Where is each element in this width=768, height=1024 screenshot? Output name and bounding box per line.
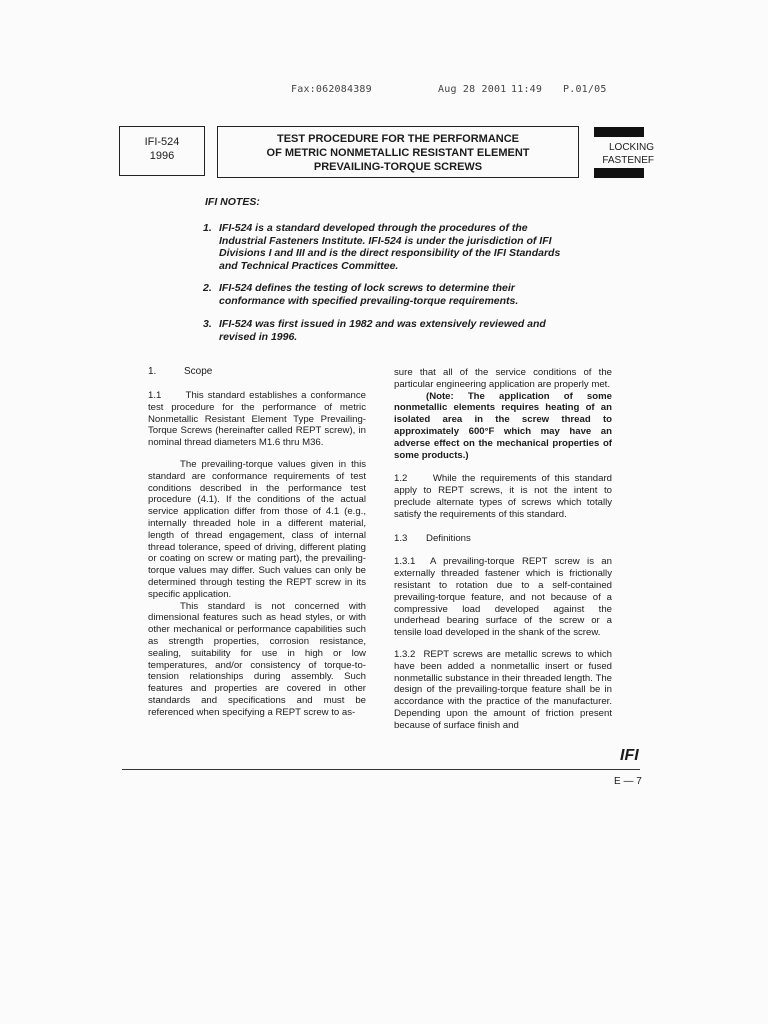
- title-line-2: OF METRIC NONMETALLIC RESISTANT ELEMENT: [266, 147, 530, 159]
- note-number: 1.: [203, 222, 212, 234]
- side-tab-bar-bottom: [594, 168, 644, 178]
- side-tab-label: [594, 141, 654, 167]
- scope-number: 1.: [148, 366, 157, 377]
- scope-paragraph-3: This standard is not concerned with dimensional features such as head styles, or with other mechanical or performance capabilities such as strength properties, corrosion resistance, sealing, suitability for use in high or low temperatures, and/or consistency of torque-to-tension relationships during assembly. Such features and properties are covered in other standards and specifications and must be referenced when specifying a REPT screw to as-: [148, 600, 366, 718]
- document-title-box: [217, 126, 579, 178]
- section-1-2-text: While the requirements of this standard apply to REPT screws, it is not the intent to preclude alternate types of screws which totally satisfy the requirements of this standard.: [394, 473, 612, 520]
- section-number: 1.1: [148, 390, 162, 401]
- note-number: 3.: [203, 318, 212, 330]
- heating-note: (Note: The application of some nonmetallic elements requires heating of an isolated area in the screw thread to approximately 600°F which may have an adverse effect on the mechanical properties of some products.): [394, 390, 612, 461]
- note-item: [203, 318, 568, 343]
- section-number: 1.3: [394, 532, 408, 544]
- note-text: IFI-524 is a standard developed through the procedures of the Industrial Fasteners Institute. IFI-524 is under the jurisdiction of IFI Divisions I and III and is the direct responsibility of the IFI Standards and Technical Practices Committee.: [219, 222, 561, 272]
- standard-code: IFI-524: [144, 136, 180, 148]
- side-tab-line-1: LOCKING: [608, 142, 654, 153]
- standard-year: 1996: [149, 150, 175, 162]
- note-text: IFI-524 defines the testing of lock screws to determine their conformance with specified prevailing-torque requirements.: [219, 282, 519, 307]
- note-text: IFI-524 was first issued in 1982 and was extensively reviewed and revised in 1996.: [219, 318, 546, 343]
- section-number: 1.2: [394, 473, 408, 485]
- side-tab-line-2: FASTENEF: [602, 155, 654, 166]
- side-tab-bar-top: [594, 127, 644, 137]
- section-1-3-1-text: A prevailing-torque REPT screw is an externally threaded fastener which is frictionally resistant to rotation due to a self-contained prevailing-torque feature, and not because of a compressive load developed against the underhead bearing surface of the screw or a tensile load developed in the shank of the screw.: [394, 556, 612, 639]
- continued-paragraph: sure that all of the service conditions of the particular engineering application are properly met.: [394, 367, 612, 390]
- note-item: [203, 222, 568, 272]
- section-number: 1.3.2: [394, 648, 416, 660]
- fax-page: P.01/05: [563, 84, 607, 95]
- section-1-3-2-text: REPT screws are metallic screws to which have been added a nonmetallic insert or fused nonmetallic substance in their threaded length. The design of the prevailing-torque feature shall be in accordance with the practice of the manufacturer. Depending upon the amount of friction present because of surface finish and: [394, 648, 612, 731]
- notes-title: IFI NOTES:: [205, 196, 260, 208]
- scope-heading: Scope: [184, 366, 213, 377]
- page-number: E — 7: [614, 776, 642, 787]
- scope-paragraph-1: This standard establishes a conformance test procedure for the performance of metric Nonmetallic Resistant Element Type Prevailing-Torque Screws (hereinafter called REPT screw), in nominal thread diameters M1.6 thru M36.: [148, 390, 366, 449]
- fax-number: Fax:062084389: [291, 84, 372, 95]
- scope-paragraph-2: The prevailing-torque values given in this standard are conformance requirements of test conditions described in the performance test procedure (4.1). If the conditions of the actual service application differ from those of 4.1 (e.g., internally threaded hole in a different material, length of thread engagement, class of internal thread tolerance, speed of driving, different plating or coating on screw or mating part), the prevailing-torque values may differ. Such values can only be determined through testing the REPT screw in its specific application.: [148, 458, 366, 600]
- title-line-1: TEST PROCEDURE FOR THE PERFORMANCE: [276, 133, 519, 145]
- right-column-body: [394, 367, 612, 732]
- definitions-heading: Definitions: [426, 532, 471, 544]
- fax-date: Aug 28 2001: [438, 84, 507, 95]
- note-number: 2.: [203, 282, 212, 294]
- section-number: 1.3.1: [394, 556, 416, 568]
- title-line-3: PREVAILING-TORQUE SCREWS: [313, 161, 483, 173]
- note-item: [203, 282, 568, 307]
- footer-rule: [122, 769, 640, 770]
- standard-id-box: [119, 126, 205, 176]
- ifi-logo: IFI: [620, 747, 639, 764]
- fax-time: 11:49: [511, 84, 543, 95]
- left-column-body: [148, 390, 366, 719]
